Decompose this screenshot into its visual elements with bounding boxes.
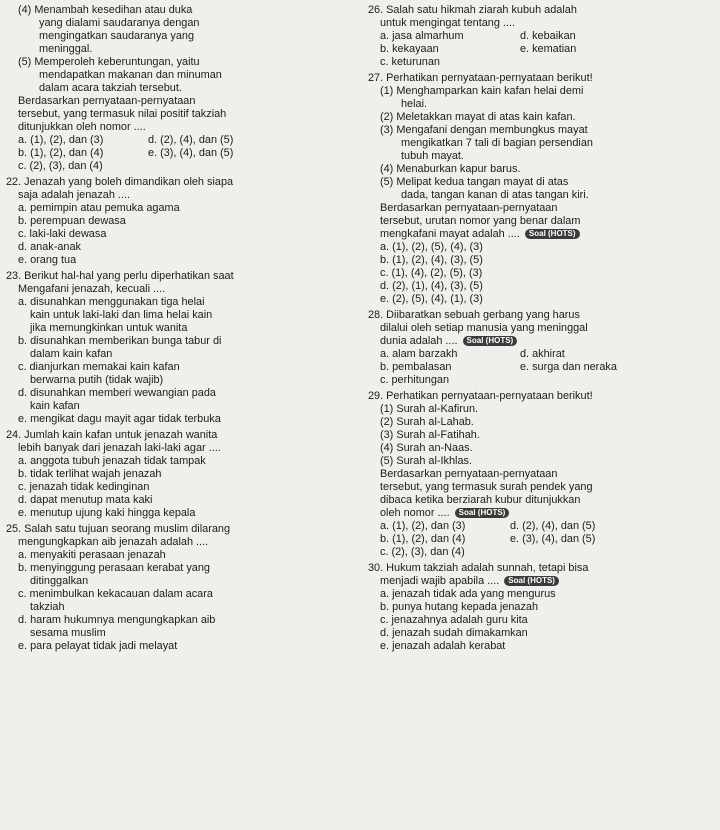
option-d[interactable]: d. jenazah sudah dimakamkan (380, 627, 528, 639)
option-e[interactable]: e. menutup ujung kaki hingga kepala (18, 507, 196, 519)
question-26-stem: untuk mengingat tentang .... (380, 17, 516, 29)
option-e[interactable]: e. (2), (5), (4), (1), (3) (380, 293, 483, 305)
question-23 (6, 270, 344, 426)
option-d[interactable]: d. haram hukumnya mengungkapkan aib (18, 614, 216, 626)
statement-4-line: mengingatkan saudaranya yang (39, 30, 195, 42)
option-b[interactable]: b. (1), (2), dan (4) (18, 147, 104, 159)
option-row (368, 43, 714, 56)
question-21-stem: Berdasarkan pernyataan-pernyataan (18, 95, 196, 107)
question-28-stem: dilalui oleh setiap manusia yang meninggal (380, 322, 588, 334)
conclusion: mengkafani mayat adalah .... (380, 228, 520, 240)
conclusion: oleh nomor .... (380, 507, 450, 519)
question-29 (368, 390, 714, 559)
option-c-line: berwarna putih (tidak wajib) (30, 374, 164, 386)
statement-3: (3) Mengafani dengan membungkus mayat (380, 124, 588, 136)
question-24-stem: 24. Jumlah kain kafan untuk jenazah wanita (6, 429, 218, 441)
option-c-line: takziah (30, 601, 65, 613)
option-a[interactable]: a. (1), (2), dan (3) (18, 134, 104, 146)
option-a[interactable]: a. jenazah tidak ada yang mengurus (380, 588, 556, 600)
option-e[interactable]: e. (3), (4), dan (5) (148, 147, 234, 159)
question-30-stem: 30. Hukum takziah adalah sunnah, tetapi bisa (368, 562, 589, 574)
hots-badge: Soal (HOTS) (525, 229, 580, 239)
option-b-line: ditinggalkan (30, 575, 89, 587)
question-28-stem: dunia adalah .... (380, 335, 458, 347)
question-30-stem: menjadi wajib apabila .... (380, 575, 500, 587)
option-row (368, 348, 714, 361)
question-26-stem: 26. Salah satu hikmah ziarah kubuh adalah (368, 4, 577, 16)
option-d-line: kain kafan (30, 400, 80, 412)
option-b[interactable]: b. perempuan dewasa (18, 215, 126, 227)
question-23-stem: Mengafani jenazah, kecuali .... (18, 283, 166, 295)
statement-1: (1) Menghamparkan kain kafan helai demi (380, 85, 584, 97)
question-23-stem: 23. Berikut hal-hal yang perlu diperhatikan saat (6, 270, 234, 282)
question-25-stem: 25. Salah satu tujuan seorang muslim dilarang (6, 523, 230, 535)
statement-4-line: yang dialami saudaranya dengan (39, 17, 200, 29)
option-e[interactable]: e. surga dan neraka (520, 361, 617, 373)
statement-3-line: tubuh mayat. (401, 150, 464, 162)
option-b[interactable]: b. punya hutang kepada jenazah (380, 601, 539, 613)
option-a[interactable]: a. (1), (2), dan (3) (380, 520, 466, 532)
option-b[interactable]: b. disunahkan memberikan bunga tabur di (18, 335, 222, 347)
option-row (368, 520, 714, 533)
option-row (6, 134, 344, 147)
option-d[interactable]: d. anak-anak (18, 241, 81, 253)
surah-item: (1) Surah al-Kafirun. (380, 403, 479, 415)
option-b-line: dalam kain kafan (30, 348, 113, 360)
question-29-stem: 29. Perhatikan pernyataan-pernyataan berikut! (368, 390, 593, 402)
hots-badge: Soal (HOTS) (463, 336, 518, 346)
statement-4: (4) Menambah kesedihan atau duka (18, 4, 193, 16)
question-26 (368, 4, 714, 69)
conclusion: Berdasarkan pernyataan-pernyataan (380, 468, 558, 480)
option-a[interactable]: a. alam barzakh (380, 348, 458, 360)
conclusion: tersebut, yang termasuk surah pendek yang (380, 481, 593, 493)
statement-1-line: helai. (401, 98, 428, 110)
conclusion-with-badge (368, 228, 714, 241)
option-row (368, 30, 714, 43)
question-27 (368, 72, 714, 306)
option-c[interactable]: c. dianjurkan memakai kain kafan (18, 361, 180, 373)
option-c[interactable]: c. laki-laki dewasa (18, 228, 107, 240)
option-d[interactable]: d. dapat menutup mata kaki (18, 494, 153, 506)
option-c[interactable]: c. jenazahnya adalah guru kita (380, 614, 528, 626)
option-e[interactable]: e. para pelayat tidak jadi melayat (18, 640, 178, 652)
option-b[interactable]: b. (1), (2), dan (4) (380, 533, 466, 545)
option-c[interactable]: c. perhitungan (380, 374, 450, 386)
question-21-continued (6, 4, 344, 173)
statement-5-line: mendapatkan makanan dan minuman (39, 69, 222, 81)
option-a-line: jika memungkinkan untuk wanita (30, 322, 188, 334)
hots-badge: Soal (HOTS) (504, 576, 559, 586)
statement-3-line: mengikatkan 7 tali di bagian persendian (401, 137, 593, 149)
conclusion: tersebut, urutan nomor yang benar dalam (380, 215, 581, 227)
option-c[interactable]: c. (2), (3), dan (4) (380, 546, 465, 558)
option-a[interactable]: a. anggota tubuh jenazah tidak tampak (18, 455, 206, 467)
question-22-stem: saja adalah jenazah .... (18, 189, 131, 201)
question-30-stem-with-badge (368, 575, 714, 588)
question-24 (6, 429, 344, 520)
statement-5: (5) Memperoleh keberuntungan, yaitu (18, 56, 200, 68)
option-c[interactable]: c. jenazah tidak kedinginan (18, 481, 150, 493)
option-d[interactable]: d. kebaikan (520, 30, 576, 42)
option-b[interactable]: b. pembalasan (380, 361, 452, 373)
option-a[interactable]: a. (1), (2), (5), (4), (3) (380, 241, 483, 253)
question-25-stem: mengungkapkan aib jenazah adalah .... (18, 536, 209, 548)
option-a[interactable]: a. disunahkan menggunakan tiga helai (18, 296, 205, 308)
option-c[interactable]: c. (2), (3), dan (4) (18, 160, 103, 172)
question-22-stem: 22. Jenazah yang boleh dimandikan oleh siapa (6, 176, 234, 188)
right-column (368, 4, 714, 653)
surah-item: (2) Surah al-Lahab. (380, 416, 474, 428)
option-row (368, 361, 714, 374)
option-d[interactable]: d. (2), (4), dan (5) (510, 520, 596, 532)
hots-badge: Soal (HOTS) (455, 508, 510, 518)
option-row (368, 533, 714, 546)
conclusion: Berdasarkan pernyataan-pernyataan (380, 202, 558, 214)
question-25 (6, 523, 344, 653)
option-c[interactable]: c. menimbulkan kekacauan dalam acara (18, 588, 213, 600)
option-e[interactable]: e. kematian (520, 43, 577, 55)
statement-4: (4) Menaburkan kapur barus. (380, 163, 521, 175)
question-30 (368, 562, 714, 653)
question-21-stem: ditunjukkan oleh nomor .... (18, 121, 146, 133)
option-e[interactable]: e. orang tua (18, 254, 77, 266)
question-24-stem: lebih banyak dari jenazah laki-laki agar .... (18, 442, 221, 454)
option-b[interactable]: b. tidak terlihat wajah jenazah (18, 468, 162, 480)
statement-2: (2) Meletakkan mayat di atas kain kafan. (380, 111, 576, 123)
option-row (6, 147, 344, 160)
option-e[interactable]: e. jenazah adalah kerabat (380, 640, 506, 652)
question-28 (368, 309, 714, 387)
option-a[interactable]: a. jasa almarhum (380, 30, 464, 42)
option-c[interactable]: c. keturunan (380, 56, 440, 68)
option-e[interactable]: e. mengikat dagu mayit agar tidak terbuka (18, 413, 221, 425)
option-a-line: kain untuk laki-laki dan lima helai kain (30, 309, 213, 321)
question-28-stem-with-badge (368, 335, 714, 348)
option-b[interactable]: b. (1), (2), (4), (3), (5) (380, 254, 483, 266)
surah-item: (4) Surah an-Naas. (380, 442, 473, 454)
question-21-stem: tersebut, yang termasuk nilai positif takziah (18, 108, 227, 120)
statement-5-line: dalam acara takziah tersebut. (39, 82, 182, 94)
option-d-line: sesama muslim (30, 627, 106, 639)
surah-item: (3) Surah al-Fatihah. (380, 429, 480, 441)
option-a[interactable]: a. pemimpin atau pemuka agama (18, 202, 180, 214)
surah-item: (5) Surah al-Ikhlas. (380, 455, 473, 467)
option-a[interactable]: a. menyakiti perasaan jenazah (18, 549, 166, 561)
question-22 (6, 176, 344, 267)
question-27-stem: 27. Perhatikan pernyataan-pernyataan berikut! (368, 72, 593, 84)
option-d[interactable]: d. (2), (4), dan (5) (148, 134, 234, 146)
option-d[interactable]: d. disunahkan memberi wewangian pada (18, 387, 216, 399)
option-b[interactable]: b. kekayaan (380, 43, 439, 55)
option-b[interactable]: b. menyinggung perasaan kerabat yang (18, 562, 210, 574)
option-d[interactable]: d. akhirat (520, 348, 565, 360)
conclusion: dibaca ketika berziarah kubur ditunjukkan (380, 494, 581, 506)
left-column (6, 4, 344, 653)
statement-5-line: dada, tangan kanan di atas tangan kiri. (401, 189, 589, 201)
statement-5: (5) Melipat kedua tangan mayat di atas (380, 176, 569, 188)
option-d[interactable]: d. (2), (1), (4), (3), (5) (380, 280, 483, 292)
question-28-stem: 28. Diibaratkan sebuah gerbang yang harus (368, 309, 580, 321)
conclusion-with-badge (368, 507, 714, 520)
option-e[interactable]: e. (3), (4), dan (5) (510, 533, 596, 545)
statement-4-line: meninggal. (39, 43, 93, 55)
option-c[interactable]: c. (1), (4), (2), (5), (3) (380, 267, 483, 279)
